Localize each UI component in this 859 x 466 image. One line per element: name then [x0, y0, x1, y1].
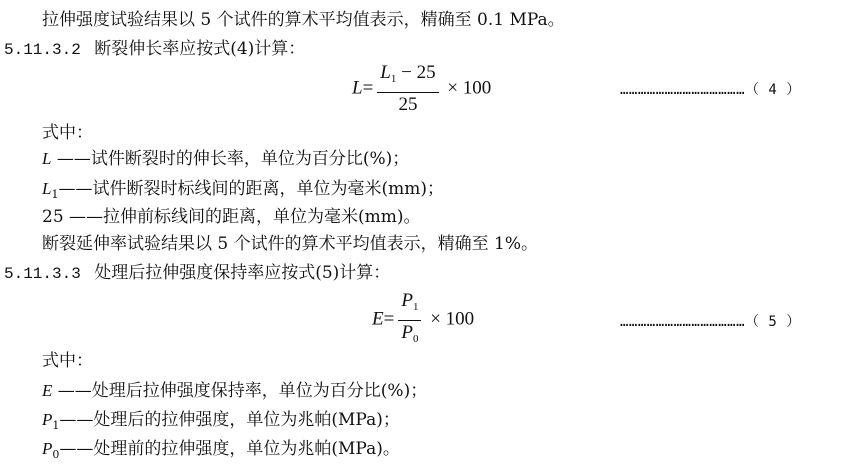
section-number: 5.11.3.3	[4, 265, 81, 283]
section-5-11-3-2-heading	[4, 38, 305, 61]
numerator-sub: 1	[390, 73, 397, 85]
def-var: L	[42, 149, 52, 168]
def-var: P	[42, 410, 53, 429]
numerator-rest: − 25	[396, 62, 436, 83]
def-text: 处理后的拉伸强度，单位为兆帕(MPa)；	[93, 410, 400, 430]
times-factor: × 100	[442, 77, 492, 99]
tensile-result-statement: 拉伸强度试验结果以 5 个试件的算术平均值表示，精确至 0.1 MPa。	[42, 10, 565, 30]
elongation-result-statement: 断裂延伸率试验结果以 5 个试件的算术平均值表示，精确至 1%。	[42, 234, 538, 254]
def-text: 处理后拉伸强度保持率，单位为百分比(%)；	[91, 381, 428, 401]
def-dash: ——	[59, 410, 94, 430]
def-var: 25	[42, 207, 64, 227]
formula-5	[372, 290, 474, 350]
denominator	[398, 321, 421, 350]
denominator-var: P	[401, 322, 413, 343]
section-5-11-3-3-heading	[4, 262, 390, 285]
definition-row	[42, 178, 444, 206]
formula-lhs: E	[372, 308, 384, 330]
where-label: 式中：	[42, 351, 93, 371]
section-title: 断裂伸长率应按式(4)计算：	[94, 39, 306, 59]
numerator-var: L	[380, 62, 391, 83]
def-sub: 1	[52, 419, 60, 432]
equals-sign: =	[362, 77, 374, 99]
def-dash: ——	[59, 439, 94, 459]
def-text: 试件断裂时的伸长率，单位为百分比(%)；	[90, 149, 410, 169]
def-dash: ——	[58, 179, 93, 199]
fraction	[398, 290, 421, 350]
def-var: E	[42, 381, 53, 400]
def-text: 拉伸前标线间的距离，单位为毫米(mm)。	[103, 207, 421, 227]
def-sub: 0	[52, 448, 60, 461]
where-label: 式中：	[42, 123, 93, 143]
section-number: 5.11.3.2	[4, 41, 81, 59]
def-text: 处理前的拉伸强度，单位为兆帕(MPa)。	[93, 439, 400, 459]
formula-lhs: L	[352, 77, 363, 99]
equals-sign: =	[383, 308, 395, 330]
denominator-sub: 0	[412, 333, 419, 345]
def-sub: 1	[51, 188, 59, 201]
definition-row	[42, 438, 400, 466]
def-var: L	[42, 179, 52, 198]
def-text: 试件断裂时标线间的距离，单位为毫米(mm)；	[92, 179, 444, 199]
formula-4	[352, 62, 491, 116]
definition-row	[42, 409, 400, 437]
def-dash: ——	[63, 207, 104, 227]
numerator-var: P	[401, 290, 413, 311]
fraction	[377, 62, 438, 116]
numerator	[398, 290, 421, 321]
definition-row	[42, 206, 421, 228]
def-dash: ——	[51, 149, 91, 169]
times-factor: × 100	[425, 308, 475, 330]
denominator: 25	[398, 94, 418, 115]
equation-number-5: ……………………………………（ 5 ）	[620, 314, 801, 330]
numerator-sub: 1	[412, 301, 419, 313]
def-var: P	[42, 439, 53, 458]
definition-row	[42, 148, 409, 176]
def-dash: ——	[52, 381, 92, 401]
numerator	[377, 62, 438, 93]
definition-row	[42, 380, 427, 408]
section-title: 处理后拉伸强度保持率应按式(5)计算：	[94, 263, 391, 283]
equation-number-4: ……………………………………（ 4 ）	[620, 82, 801, 98]
